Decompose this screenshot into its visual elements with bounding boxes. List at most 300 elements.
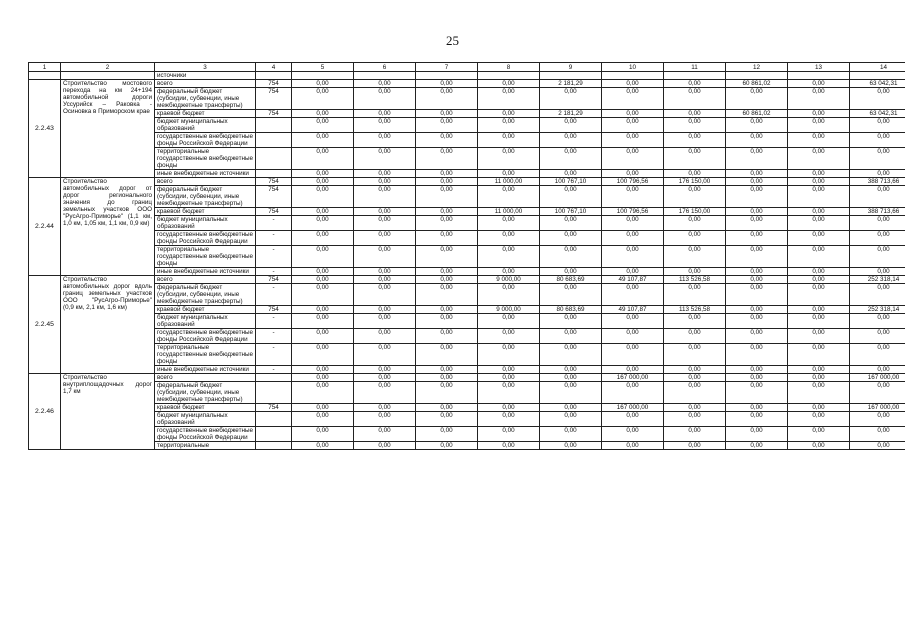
amount-cell: 0,00 [292,374,354,382]
amount-cell: 0,00 [850,246,905,268]
amount-cell: 0,00 [726,427,788,442]
funding-source: краевой бюджет [155,404,256,412]
amount-cell: 0,00 [416,344,478,366]
amount-cell: 0,00 [478,170,540,178]
amount-cell: 49 107,87 [602,306,664,314]
amount-cell: 0,00 [354,366,416,374]
funding-source: иные внебюджетные источники [155,268,256,276]
amount-cell: 0,00 [292,170,354,178]
amount-cell: 0,00 [292,80,354,88]
amount-cell: 0,00 [478,442,540,450]
amount-cell: 0,00 [354,148,416,170]
value-cell [788,72,850,80]
funding-source: краевой бюджет [155,110,256,118]
amount-cell: 0,00 [416,231,478,246]
amount-cell: 0,00 [850,314,905,329]
amount-cell: 0,00 [664,412,726,427]
amount-cell: 0,00 [726,216,788,231]
budget-code [256,170,292,178]
table-row [29,170,905,178]
funding-source: краевой бюджет [155,306,256,314]
amount-cell: 0,00 [602,80,664,88]
amount-cell: 0,00 [540,284,602,306]
amount-cell: 176 150,00 [664,178,726,186]
value-cell [602,72,664,80]
amount-cell: 0,00 [292,110,354,118]
amount-cell: 0,00 [478,427,540,442]
table-row [29,88,905,110]
amount-cell: 0,00 [850,170,905,178]
amount-cell: 0,00 [850,118,905,133]
amount-cell: 0,00 [416,276,478,284]
amount-cell: 0,00 [540,216,602,231]
column-header: 8 [478,63,540,72]
funding-source: бюджет муниципальных образований [155,216,256,231]
column-header: 9 [540,63,602,72]
table-row [29,178,905,186]
amount-cell: 0,00 [416,178,478,186]
value-cell [292,72,354,80]
budget-code: - [256,314,292,329]
amount-cell: 0,00 [664,186,726,208]
amount-cell: 0,00 [664,427,726,442]
column-header: 4 [256,63,292,72]
amount-cell: 0,00 [540,404,602,412]
amount-cell: 80 683,69 [540,306,602,314]
amount-cell: 0,00 [292,118,354,133]
budget-code: - [256,366,292,374]
table-row [29,442,905,450]
amount-cell: 0,00 [726,231,788,246]
amount-cell: 0,00 [602,366,664,374]
amount-cell: 0,00 [540,268,602,276]
amount-cell: 0,00 [416,268,478,276]
amount-cell: 0,00 [850,412,905,427]
value-cell [478,72,540,80]
amount-cell: 100 796,56 [602,178,664,186]
budget-code: 754 [256,306,292,314]
name-cell [61,72,155,80]
amount-cell: 0,00 [788,231,850,246]
amount-cell: 0,00 [726,329,788,344]
budget-code: 754 [256,208,292,216]
amount-cell: 0,00 [292,231,354,246]
amount-cell: 0,00 [602,314,664,329]
funding-source: территориальные государственные внебюджетные фонды [155,148,256,170]
table-row [29,427,905,442]
amount-cell: 0,00 [354,88,416,110]
table-row [29,329,905,344]
amount-cell: 0,00 [664,382,726,404]
column-header: 6 [354,63,416,72]
table-row [29,133,905,148]
amount-cell: 0,00 [416,366,478,374]
funding-source: бюджет муниципальных образований [155,412,256,427]
amount-cell: 0,00 [478,148,540,170]
amount-cell: 0,00 [416,246,478,268]
value-cell [540,72,602,80]
amount-cell: 0,00 [478,374,540,382]
amount-cell: 0,00 [354,110,416,118]
item-name: Строительство мостового перехода на км 24+194 автомобильной дороги Уссурийск – Раковка - Осиновка в Приморском крае [61,80,155,178]
amount-cell: 0,00 [850,133,905,148]
funding-source: государственные внебюджетные фонды Российской Федерации [155,329,256,344]
amount-cell: 0,00 [850,442,905,450]
budget-code: - [256,268,292,276]
table-row [29,208,905,216]
amount-cell: 0,00 [664,170,726,178]
table-row [29,80,905,88]
amount-cell: 0,00 [726,118,788,133]
amount-cell: 176 150,00 [664,208,726,216]
budget-table [28,62,905,450]
table-row [29,216,905,231]
amount-cell: 0,00 [788,442,850,450]
amount-cell: 0,00 [416,284,478,306]
value-cell [726,72,788,80]
amount-cell: 0,00 [478,329,540,344]
amount-cell: 2 181,29 [540,110,602,118]
table-row [29,276,905,284]
budget-code: - [256,344,292,366]
amount-cell: 0,00 [292,284,354,306]
amount-cell: 2 181,29 [540,80,602,88]
amount-cell: 0,00 [664,344,726,366]
amount-cell: 0,00 [416,208,478,216]
funding-source: федеральный бюджет (субсидии, субвенции, иные межбюджетные трансферты) [155,186,256,208]
item-name: Строительство автомобильных дорог от дорог регионального значения до границ земельных участков ООО "РусАгро-Приморье" (1,1 км, 1,0 км, 1,05 км, 1,1 км, 0,9 км) [61,178,155,276]
amount-cell: 0,00 [478,186,540,208]
amount-cell: 0,00 [602,344,664,366]
amount-cell: 0,00 [416,382,478,404]
amount-cell: 0,00 [664,268,726,276]
table-row [29,246,905,268]
amount-cell: 0,00 [788,148,850,170]
amount-cell: 167 000,00 [850,404,905,412]
amount-cell: 0,00 [416,186,478,208]
amount-cell: 0,00 [664,110,726,118]
amount-cell: 0,00 [850,186,905,208]
amount-cell: 388 713,66 [850,208,905,216]
amount-cell: 0,00 [602,133,664,148]
amount-cell: 0,00 [354,382,416,404]
amount-cell: 0,00 [292,442,354,450]
amount-cell: 0,00 [726,186,788,208]
amount-cell: 0,00 [602,231,664,246]
amount-cell: 0,00 [354,306,416,314]
amount-cell: 0,00 [540,344,602,366]
funding-source: территориальные государственные внебюджетные фонды [155,246,256,268]
amount-cell: 0,00 [602,329,664,344]
amount-cell: 0,00 [354,231,416,246]
amount-cell: 0,00 [664,284,726,306]
funding-source: федеральный бюджет (субсидии, субвенции, иные межбюджетные трансферты) [155,284,256,306]
amount-cell: 0,00 [788,404,850,412]
funding-source: государственные внебюджетные фонды Российской Федерации [155,427,256,442]
amount-cell: 0,00 [540,366,602,374]
amount-cell: 0,00 [664,216,726,231]
funding-source: бюджет муниципальных образований [155,314,256,329]
amount-cell: 388 713,66 [850,178,905,186]
amount-cell: 0,00 [602,88,664,110]
amount-cell: 0,00 [292,208,354,216]
amount-cell: 0,00 [292,344,354,366]
amount-cell: 0,00 [354,118,416,133]
amount-cell: 0,00 [602,246,664,268]
amount-cell: 0,00 [788,216,850,231]
budget-code [256,118,292,133]
column-header: 10 [602,63,664,72]
amount-cell: 0,00 [478,412,540,427]
amount-cell: 0,00 [726,412,788,427]
amount-cell: 0,00 [664,246,726,268]
amount-cell: 100 767,10 [540,208,602,216]
amount-cell: 0,00 [292,427,354,442]
table-row [29,110,905,118]
item-name: Строительство внутриплощадочных дорог 1,7 км [61,374,155,450]
amount-cell: 0,00 [788,374,850,382]
budget-code: 754 [256,88,292,110]
amount-cell: 0,00 [540,170,602,178]
amount-cell: 0,00 [416,412,478,427]
amount-cell: 0,00 [416,80,478,88]
amount-cell: 0,00 [416,314,478,329]
amount-cell: 0,00 [664,80,726,88]
table-row [29,382,905,404]
amount-cell: 167 000,00 [850,374,905,382]
column-header: 7 [416,63,478,72]
amount-cell: 0,00 [602,110,664,118]
amount-cell: 0,00 [664,118,726,133]
amount-cell: 0,00 [726,404,788,412]
amount-cell: 9 000,00 [478,306,540,314]
amount-cell: 0,00 [726,170,788,178]
amount-cell: 0,00 [354,216,416,231]
table-row [29,374,905,382]
budget-code: - [256,231,292,246]
code-cell [29,72,61,80]
column-header: 11 [664,63,726,72]
item-code: 2.2.44 [29,178,61,276]
amount-cell: 0,00 [354,412,416,427]
amount-cell: 100 767,10 [540,178,602,186]
amount-cell: 0,00 [726,246,788,268]
amount-cell: 0,00 [602,170,664,178]
amount-cell: 0,00 [292,276,354,284]
amount-cell: 80 683,69 [540,276,602,284]
amount-cell: 0,00 [788,246,850,268]
amount-cell: 0,00 [788,276,850,284]
amount-cell: 0,00 [354,284,416,306]
amount-cell: 0,00 [602,268,664,276]
amount-cell: 0,00 [788,314,850,329]
amount-cell: 0,00 [292,178,354,186]
amount-cell: 0,00 [292,382,354,404]
amount-cell: 0,00 [540,118,602,133]
amount-cell: 0,00 [602,427,664,442]
amount-cell: 11 000,00 [478,208,540,216]
funding-source: иные внебюджетные источники [155,366,256,374]
amount-cell: 0,00 [416,427,478,442]
amount-cell: 0,00 [850,268,905,276]
amount-cell: 0,00 [292,329,354,344]
funding-source: федеральный бюджет (субсидии, субвенции, иные межбюджетные трансферты) [155,382,256,404]
table-row [29,231,905,246]
amount-cell: 0,00 [416,133,478,148]
amount-cell: 0,00 [726,178,788,186]
amount-cell: 49 107,87 [602,276,664,284]
amount-cell: 0,00 [540,186,602,208]
amount-cell: 0,00 [602,412,664,427]
funding-source: бюджет муниципальных образований [155,118,256,133]
value-cell [256,72,292,80]
value-cell [664,72,726,80]
amount-cell: 0,00 [664,374,726,382]
amount-cell: 0,00 [850,344,905,366]
funding-source: краевой бюджет [155,208,256,216]
amount-cell: 0,00 [416,148,478,170]
amount-cell: 0,00 [416,374,478,382]
amount-cell: 0,00 [354,208,416,216]
amount-cell: 0,00 [540,382,602,404]
amount-cell: 0,00 [292,88,354,110]
amount-cell: 0,00 [788,170,850,178]
amount-cell: 0,00 [540,231,602,246]
budget-code: 754 [256,186,292,208]
amount-cell: 0,00 [292,306,354,314]
amount-cell: 0,00 [292,246,354,268]
amount-cell: 0,00 [726,374,788,382]
amount-cell: 0,00 [354,178,416,186]
budget-code [256,133,292,148]
amount-cell: 0,00 [354,427,416,442]
amount-cell: 0,00 [850,329,905,344]
page-number: 25 [446,33,459,48]
amount-cell: 0,00 [726,133,788,148]
amount-cell: 0,00 [788,344,850,366]
amount-cell: 0,00 [788,329,850,344]
amount-cell: 0,00 [416,170,478,178]
amount-cell: 0,00 [726,276,788,284]
amount-cell: 60 861,02 [726,110,788,118]
amount-cell: 0,00 [354,374,416,382]
amount-cell: 0,00 [788,186,850,208]
amount-cell: 0,00 [664,314,726,329]
funding-source: иные внебюджетные источники [155,170,256,178]
amount-cell: 0,00 [292,268,354,276]
funding-source: всего [155,80,256,88]
item-code: 2.2.45 [29,276,61,374]
column-header: 12 [726,63,788,72]
amount-cell: 0,00 [478,366,540,374]
table-header-row [29,63,905,72]
amount-cell: 0,00 [416,110,478,118]
amount-cell: 60 861,02 [726,80,788,88]
amount-cell: 113 526,58 [664,276,726,284]
amount-cell: 0,00 [292,366,354,374]
amount-cell: 0,00 [788,412,850,427]
amount-cell: 0,00 [850,216,905,231]
amount-cell: 0,00 [788,366,850,374]
amount-cell: 0,00 [788,80,850,88]
amount-cell: 0,00 [540,329,602,344]
table-row [29,72,905,80]
budget-code: - [256,246,292,268]
amount-cell: 167 000,00 [602,374,664,382]
amount-cell: 0,00 [726,382,788,404]
amount-cell: 0,00 [664,88,726,110]
amount-cell: 0,00 [478,110,540,118]
amount-cell: 0,00 [478,246,540,268]
amount-cell: 0,00 [788,88,850,110]
amount-cell: 0,00 [478,344,540,366]
budget-code [256,427,292,442]
item-code: 2.2.46 [29,374,61,450]
budget-code [256,382,292,404]
amount-cell: 0,00 [540,246,602,268]
table-row [29,412,905,427]
budget-code: 754 [256,80,292,88]
budget-code [256,148,292,170]
budget-code [256,374,292,382]
amount-cell: 0,00 [354,80,416,88]
amount-cell: 0,00 [354,170,416,178]
amount-cell: 0,00 [602,284,664,306]
amount-cell: 0,00 [726,442,788,450]
amount-cell: 0,00 [788,427,850,442]
amount-cell: 0,00 [726,284,788,306]
funding-source: территориальные [155,442,256,450]
budget-code: - [256,329,292,344]
amount-cell: 0,00 [478,88,540,110]
amount-cell: 0,00 [478,118,540,133]
source-cell: источники [155,72,256,80]
budget-code [256,442,292,450]
amount-cell: 0,00 [850,366,905,374]
amount-cell: 0,00 [354,268,416,276]
amount-cell: 0,00 [354,314,416,329]
amount-cell: 0,00 [540,148,602,170]
funding-source: всего [155,178,256,186]
table-row [29,344,905,366]
amount-cell: 0,00 [416,306,478,314]
budget-code: - [256,216,292,231]
amount-cell: 0,00 [478,80,540,88]
amount-cell: 252 318,14 [850,276,905,284]
amount-cell: 0,00 [416,118,478,133]
amount-cell: 0,00 [478,133,540,148]
amount-cell: 0,00 [540,374,602,382]
column-header: 14 [850,63,905,72]
column-header: 5 [292,63,354,72]
table-row [29,306,905,314]
amount-cell: 0,00 [664,366,726,374]
funding-source: федеральный бюджет (субсидии, субвенции, иные межбюджетные трансферты) [155,88,256,110]
table-row [29,118,905,133]
amount-cell: 11 000,00 [478,178,540,186]
amount-cell: 0,00 [788,118,850,133]
amount-cell: 0,00 [478,268,540,276]
amount-cell: 0,00 [788,382,850,404]
amount-cell: 113 526,58 [664,306,726,314]
amount-cell: 0,00 [726,366,788,374]
amount-cell: 0,00 [850,427,905,442]
amount-cell: 0,00 [354,344,416,366]
amount-cell: 0,00 [354,276,416,284]
table-row [29,366,905,374]
budget-code: 754 [256,276,292,284]
amount-cell: 0,00 [540,442,602,450]
